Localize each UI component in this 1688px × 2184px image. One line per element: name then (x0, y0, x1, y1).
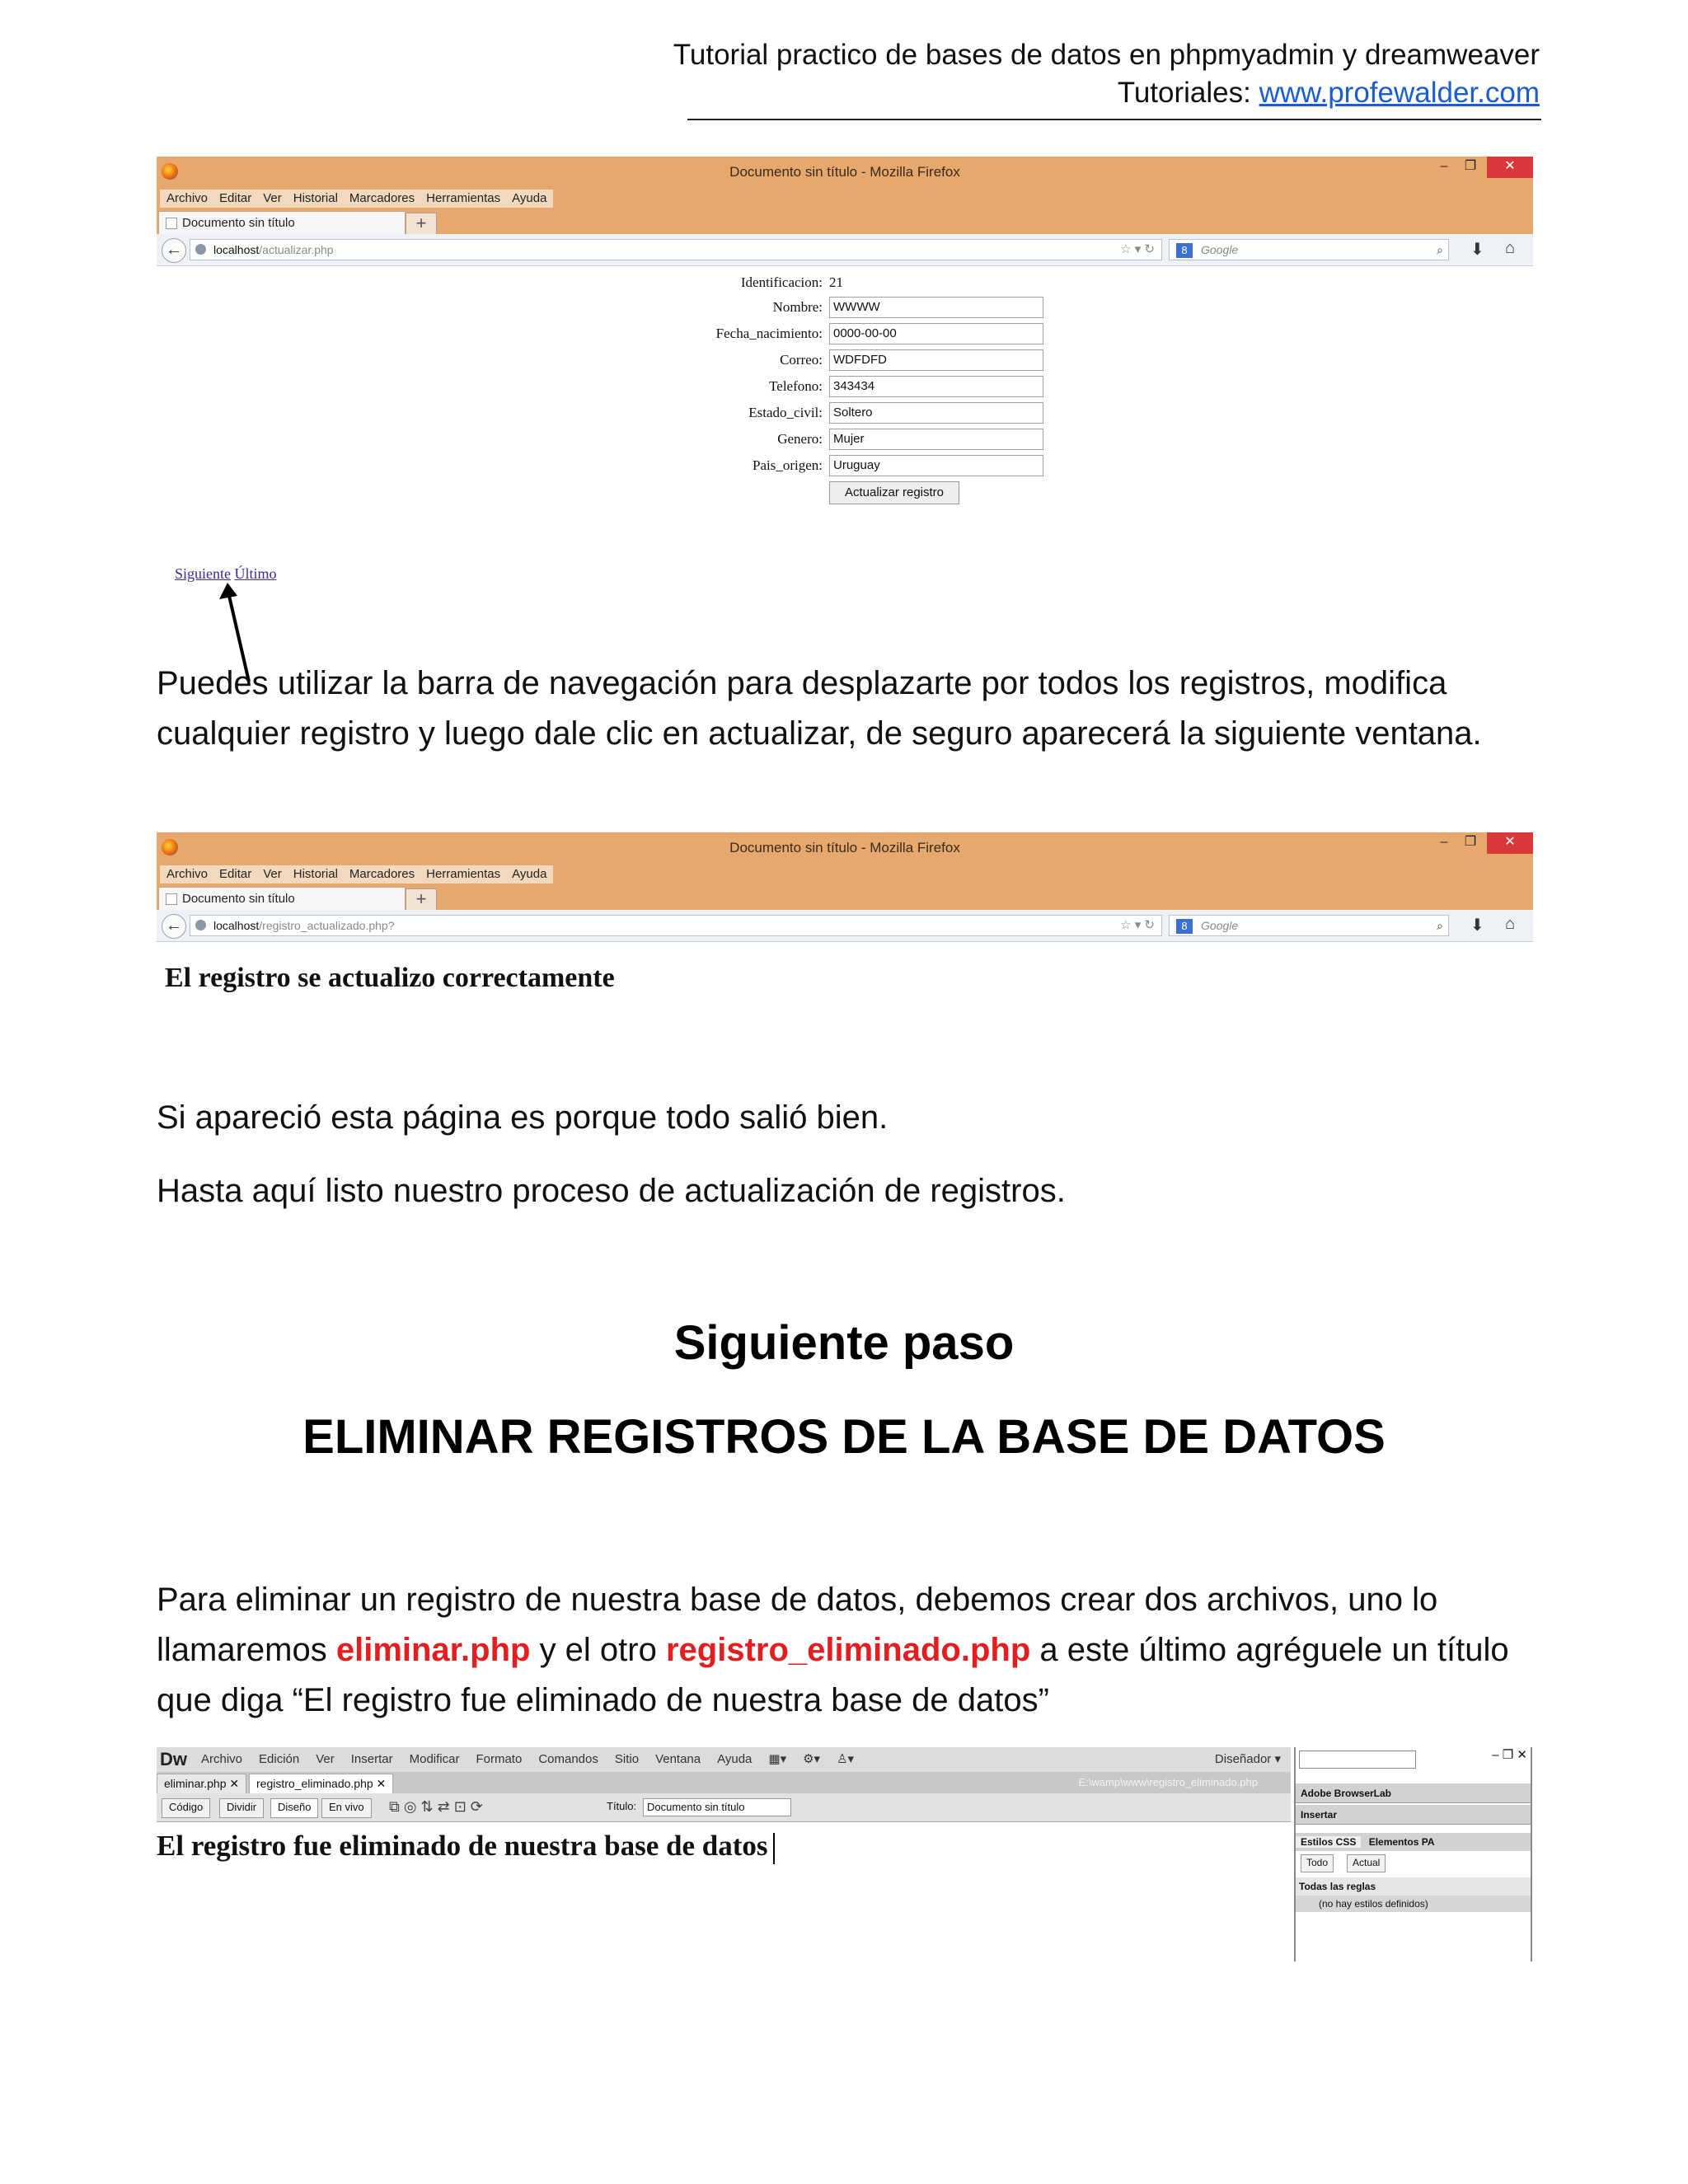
url-path: /registro_actualizado.php? (259, 919, 395, 932)
heading-next-step: Siguiente paso (673, 1316, 1015, 1370)
url-tools-icons[interactable]: ☆ ▾ ↻ (1120, 242, 1155, 256)
menu-ver[interactable]: Ver (263, 867, 282, 881)
url-path: /actualizar.php (259, 243, 334, 256)
dw-menu-ventana[interactable]: Ventana (655, 1752, 701, 1766)
menu-ayuda[interactable]: Ayuda (512, 867, 547, 881)
menu-ayuda[interactable]: Ayuda (512, 191, 547, 205)
nombre-label: Nombre: (772, 299, 823, 315)
menu-editar[interactable]: Editar (219, 867, 252, 881)
text-caret (773, 1833, 775, 1864)
url-host: localhost (213, 243, 260, 256)
code-view-button[interactable]: Código (162, 1798, 210, 1818)
dreamweaver-logo: Dw (160, 1749, 187, 1769)
dw-menu-ver[interactable]: Ver (316, 1752, 335, 1766)
paragraph-delete-instructions (157, 1575, 1541, 1726)
menu-historial[interactable]: Historial (293, 191, 338, 205)
globe-icon (195, 920, 206, 930)
heading-delete-records: ELIMINAR REGISTROS DE LA BASE DE DATOS (302, 1410, 1386, 1464)
title-label: Título: (607, 1800, 637, 1812)
update-form (462, 272, 1055, 519)
download-icon[interactable]: ⬇ (1470, 241, 1484, 259)
search-box[interactable] (1169, 915, 1449, 936)
nav-last-link[interactable]: Último (234, 565, 277, 582)
pais-label: Pais_origen: (753, 457, 823, 473)
navigation-bar (157, 910, 1533, 942)
nombre-input[interactable]: WWWW (829, 297, 1043, 318)
menu-herramientas[interactable]: Herramientas (426, 191, 501, 205)
tab-label: eliminar.php (164, 1777, 227, 1790)
close-icon[interactable]: ✕ (229, 1777, 240, 1790)
window-title: Documento sin título - Mozilla Firefox (729, 840, 960, 855)
dw-panels (1294, 1747, 1532, 1961)
url-host: localhost (213, 919, 260, 932)
new-tab-button[interactable]: + (406, 888, 437, 912)
para4-part1: Para eliminar un registro de nuestra base de datos, debemos crear dos archivos, uno lo llamaremos (157, 1582, 1438, 1668)
header-rule (687, 119, 1541, 120)
file-path: E:\wamp\www\registro_eliminado.php (1078, 1776, 1258, 1788)
form-row (462, 323, 1039, 344)
menu-editar[interactable]: Editar (219, 191, 252, 205)
download-icon[interactable]: ⬇ (1470, 916, 1484, 935)
new-tab-button[interactable]: + (406, 213, 437, 236)
header-tutorials-line (673, 74, 1540, 112)
header-website-link[interactable]: www.profewalder.com (1259, 77, 1540, 109)
form-row (462, 297, 1039, 318)
tab-label: registro_eliminado.php (256, 1777, 373, 1790)
dw-menu-comandos[interactable]: Comandos (538, 1752, 598, 1766)
header-title: Tutorial practico de bases de datos en phpmyadmin y dreamweaver (673, 39, 1540, 71)
tab-estilos-css[interactable]: Estilos CSS (1296, 1836, 1361, 1848)
pais-input[interactable]: Uruguay (829, 455, 1043, 476)
search-placeholder: Google (1201, 243, 1239, 256)
help-search-input[interactable] (1299, 1750, 1416, 1769)
search-icon[interactable]: ⌕ (1437, 919, 1443, 932)
paragraph-navigation: Puedes utilizar la barra de navegación para desplazarte por todos los registros, modifica cualquier registro y luego dale clic en actualizar, de seguro aparecerá la siguiente ventana. (157, 665, 1482, 752)
css-all-button[interactable]: Todo (1301, 1854, 1334, 1872)
search-box[interactable] (1169, 239, 1449, 260)
para4-part2: y el otro (530, 1632, 666, 1668)
genero-input[interactable]: Mujer (829, 429, 1043, 450)
document-header (673, 36, 1540, 112)
estado-civil-label: Estado_civil: (748, 405, 823, 420)
search-icon[interactable]: ⌕ (1437, 243, 1443, 256)
workspace-label: Diseñador (1214, 1752, 1272, 1766)
tab-strip (157, 208, 1533, 234)
dw-menu-archivo[interactable]: Archivo (201, 1752, 243, 1766)
paragraph-success: Si apareció esta página es porque todo salió bien. (157, 1099, 889, 1136)
tab-registro-eliminado-php[interactable] (249, 1774, 393, 1795)
home-icon[interactable]: ⌂ (1505, 915, 1516, 933)
record-navigation (175, 565, 276, 583)
globe-icon (195, 244, 206, 255)
menu-bar (157, 865, 1533, 883)
correo-label: Correo: (780, 352, 823, 368)
menu-archivo[interactable]: Archivo (166, 191, 209, 205)
split-view-button[interactable]: Dividir (219, 1798, 264, 1818)
telefono-label: Telefono: (769, 378, 823, 394)
form-row-id (462, 272, 1039, 293)
menu-bar (157, 190, 1533, 208)
all-rules-header: Todas las reglas (1296, 1877, 1531, 1896)
id-label: Identificacion: (740, 274, 823, 290)
deleted-heading: El registro fue eliminado de nuestra base de datos (157, 1830, 768, 1862)
dw-menu-sitio[interactable]: Sitio (614, 1752, 640, 1766)
menu-archivo[interactable]: Archivo (166, 867, 209, 881)
panel-insertar[interactable]: Insertar (1296, 1805, 1531, 1825)
back-arrow-icon[interactable]: ← (162, 238, 186, 263)
no-styles-text: (no hay estilos definidos) (1296, 1896, 1531, 1912)
nav-next-link[interactable]: Siguiente (175, 565, 231, 582)
menu-historial[interactable]: Historial (293, 867, 338, 881)
fecha-label: Fecha_nacimiento: (715, 326, 823, 341)
firefox-window-actualizar (157, 157, 1533, 618)
close-icon[interactable]: ✕ (1487, 832, 1533, 854)
dw-menu-insertar[interactable]: Insertar (350, 1752, 393, 1766)
file-registro-eliminado: registro_eliminado.php (665, 1632, 1031, 1668)
site-icon[interactable]: ♙▾ (837, 1752, 855, 1766)
form-row (462, 349, 1039, 371)
para4-part3: a este último agréguele un título que diga “El registro fue eliminado de nuestra base de datos” (157, 1632, 1509, 1718)
tab-eliminar-php[interactable] (157, 1774, 246, 1795)
restore-icon[interactable]: ❐ (1464, 159, 1477, 173)
gear-icon[interactable]: ⚙▾ (803, 1752, 821, 1766)
update-success-message: El registro se actualizo correctamente (165, 963, 615, 993)
tab-strip (157, 883, 1533, 910)
window-controls-icon[interactable]: – ❐ ✕ (1492, 1748, 1527, 1762)
close-icon[interactable]: ✕ (1487, 157, 1533, 178)
css-current-button[interactable]: Actual (1347, 1854, 1386, 1872)
layout-icon[interactable]: ▦▾ (768, 1752, 787, 1766)
minimize-icon[interactable]: – (1440, 835, 1448, 849)
google-icon: 8 (1176, 243, 1193, 258)
dreamweaver-window (157, 1747, 1529, 1961)
workspace-switcher[interactable]: Diseñador ▾ (1214, 1752, 1281, 1766)
window-titlebar (157, 157, 1533, 190)
header-tutorials-prefix: Tutoriales: (1117, 77, 1259, 109)
menu-herramientas[interactable]: Herramientas (426, 867, 501, 881)
home-icon[interactable]: ⌂ (1505, 239, 1516, 257)
minimize-icon[interactable]: – (1440, 159, 1448, 173)
title-input[interactable]: Documento sin título (643, 1798, 791, 1816)
estado-civil-input[interactable]: Soltero (829, 402, 1043, 424)
css-panel-tabs (1296, 1833, 1531, 1851)
paragraph-done: Hasta aquí listo nuestro proceso de actualización de registros. (157, 1173, 1066, 1209)
menu-marcadores[interactable]: Marcadores (349, 867, 415, 881)
restore-icon[interactable]: ❐ (1464, 835, 1477, 849)
url-bar[interactable] (190, 239, 1162, 260)
window-titlebar (157, 832, 1533, 865)
dw-menu-formato[interactable]: Formato (476, 1752, 523, 1766)
tab-documento[interactable]: Documento sin título (158, 887, 406, 910)
tab-documento[interactable]: Documento sin título (158, 211, 406, 234)
url-bar[interactable] (190, 915, 1162, 936)
menu-marcadores[interactable]: Marcadores (349, 191, 415, 205)
telefono-input[interactable]: 343434 (829, 376, 1043, 397)
dw-menu-modificar[interactable]: Modificar (409, 1752, 460, 1766)
google-icon: 8 (1176, 919, 1193, 934)
dw-menu-edicion[interactable]: Edición (259, 1752, 300, 1766)
tab-elementos-pa[interactable]: Elementos PA (1368, 1836, 1435, 1848)
panel-browserlab[interactable]: Adobe BrowserLab (1296, 1783, 1531, 1803)
firefox-window-registro-actualizado (157, 832, 1533, 1022)
id-value: 21 (829, 274, 843, 290)
form-row (462, 455, 1039, 476)
dw-document-tabs (157, 1772, 1291, 1793)
search-placeholder: Google (1201, 919, 1239, 932)
window-title: Documento sin título - Mozilla Firefox (729, 164, 960, 180)
menu-ver[interactable]: Ver (263, 191, 282, 205)
form-row (462, 429, 1039, 450)
correo-input[interactable]: WDFDFD (829, 349, 1043, 371)
url-tools-icons[interactable]: ☆ ▾ ↻ (1120, 918, 1155, 932)
dw-menu-ayuda[interactable]: Ayuda (717, 1752, 753, 1766)
update-record-button[interactable]: Actualizar registro (829, 481, 959, 504)
navigation-bar (157, 234, 1533, 266)
dw-document-toolbar (157, 1793, 1291, 1822)
toolbar-icons[interactable]: ⧉ ◎ ⇅ ⇄ ⊡ ⟳ (389, 1798, 483, 1815)
fecha-input[interactable]: 0000-00-00 (829, 323, 1043, 344)
form-row (462, 402, 1039, 424)
design-view-button[interactable]: Diseño (270, 1798, 318, 1818)
live-view-button[interactable]: En vivo (321, 1798, 372, 1818)
back-arrow-icon[interactable]: ← (162, 914, 186, 939)
dw-menu-bar (157, 1747, 1291, 1772)
dw-design-content[interactable] (157, 1830, 775, 1864)
close-icon[interactable]: ✕ (376, 1777, 387, 1790)
form-row (462, 376, 1039, 397)
genero-label: Genero: (777, 431, 823, 447)
file-eliminar: eliminar.php (335, 1632, 531, 1668)
